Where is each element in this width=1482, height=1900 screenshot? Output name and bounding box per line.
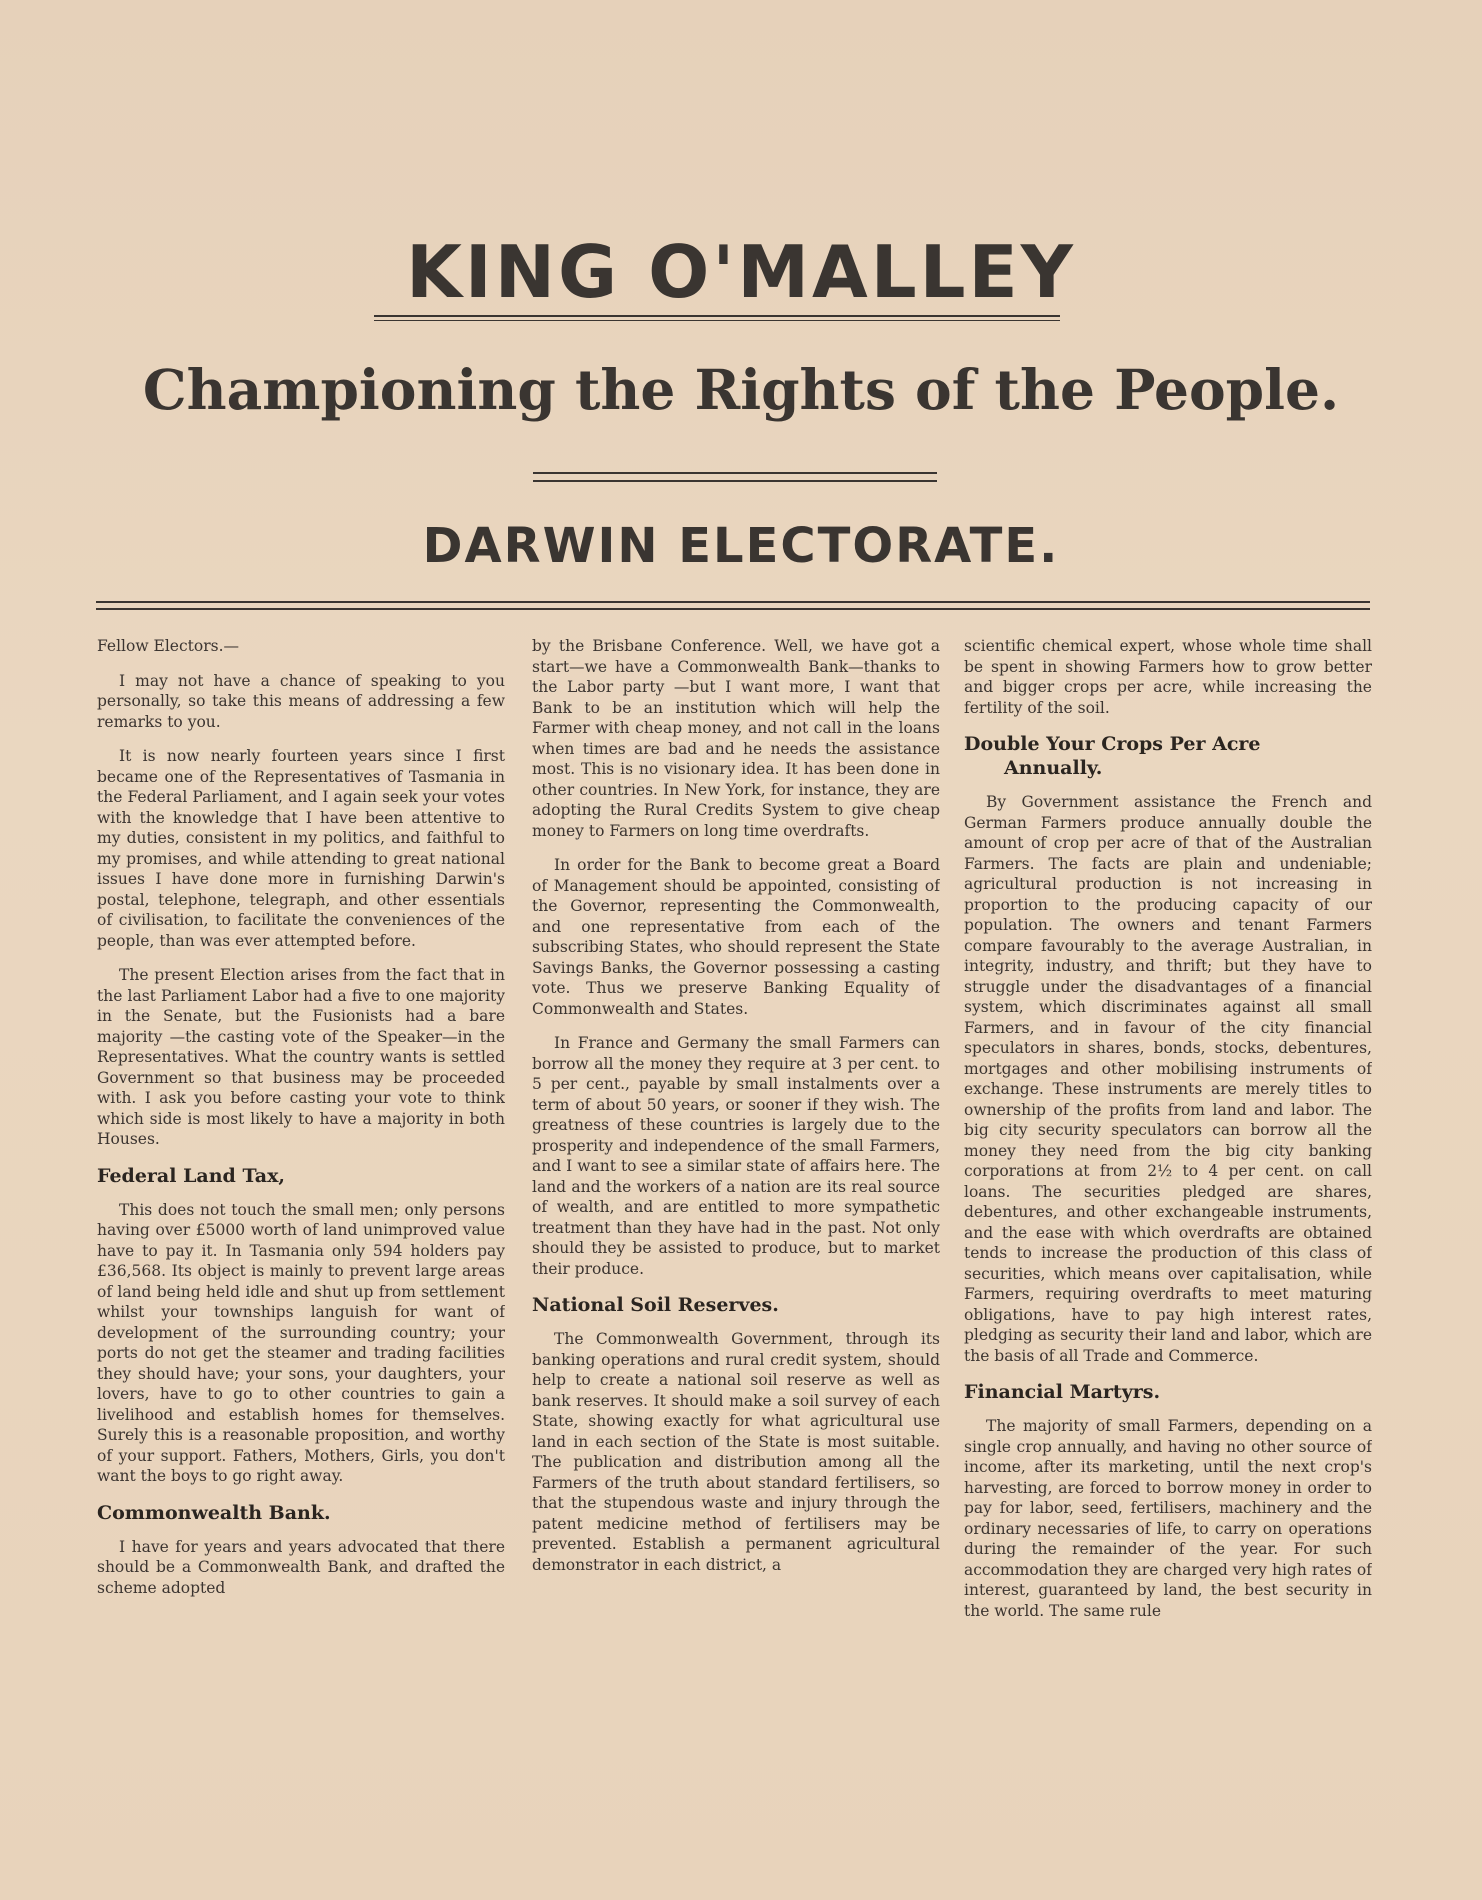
divider-rule-top xyxy=(533,472,937,474)
electorate-heading: DARWIN ELECTORATE. xyxy=(422,518,1060,574)
headline-title: KING O'MALLEY xyxy=(406,230,1076,314)
section-heading-commonwealth-bank: Commonwealth Bank. xyxy=(97,1501,331,1524)
section-heading-soil-reserves: National Soil Reserves. xyxy=(532,1294,779,1316)
column-1 xyxy=(97,636,505,1796)
paragraph: I may not have a chance of speaking to you personally, so take this means of addressing a few remarks to you. xyxy=(97,671,505,731)
paragraph: The present Election arises from the fact that in the last Parliament Labor had a five to one majority in the Senate, but the Fusionists had a bare majority —the casting vote of the Speaker—in the Representatives. What the country wants is settled Government so that business may be proceeded with. I ask you before casting your vote to think which side is most likely to have a majority in both Houses. xyxy=(97,966,505,1148)
paragraph: In order for the Bank to become great a Board of Management should be appointed, consisting of the Governor, representing the Commonwealth, and one representative from each of the subscribing States, who should represent the State Savings Banks, the Governor possessing a casting vote. Thus we preserve Banking Equality of Commonwealth and States. xyxy=(532,856,940,1018)
salutation: Fellow Electors.— xyxy=(97,637,239,655)
paragraph: I have for years and years advocated that there should be a Commonwealth Bank, and drafted the scheme adopted xyxy=(97,1537,505,1597)
section-heading-double-crops xyxy=(964,732,1372,780)
page-rule-bottom xyxy=(96,608,1370,610)
subtitle: Championing the Rights of the People. xyxy=(142,357,1340,422)
paragraph: The majority of small Farmers, depending on a single crop annually, and having no other source of income, after its marketing, until the next crop's harvesting, are forced to borrow money in order to pay for labor, seed, fertilisers, machinery and the ordinary necessaries of life, to carry on operations during the remainder of the year. For such accommodation they are charged very high rates of interest, guaranteed by land, the best security in the world. The same rule xyxy=(964,1417,1372,1620)
headline-underline-thin xyxy=(374,320,1060,321)
column-3 xyxy=(964,636,1372,1796)
paragraph: by the Brisbane Conference. Well, we have got a start—we have a Commonwealth Bank—thanks to the Labor party —but I want more, I want that Bank to be an institution which will help the Farmer with cheap money, and not call in the loans when times are bad and he needs the assistance most. This is no visionary idea. It has been done in other countries. In New York, for instance, they are adopting the Rural Credits System to give cheap money to Farmers on long time overdrafts. xyxy=(532,637,940,840)
section-heading-financial-martyrs: Financial Martyrs. xyxy=(964,1381,1161,1403)
heading-line: Double Your Crops Per Acre xyxy=(964,733,1261,755)
paragraph: It is now nearly fourteen years since I first became one of the Representatives of Tasmania in the Federal Parliament, and I again seek your votes with the knowledge that I have been attentive to my duties, consistent in my politics, and faithful to my promises, and while attending to great national issues I have done more in furnishing Darwin's postal, telephone, telegraph, and other essentials of civilisation, to facilitate the conveniences of the people, than was ever attempted before. xyxy=(97,747,505,950)
divider-rule-bottom xyxy=(533,480,937,482)
headline-underline xyxy=(374,315,1060,317)
column-2 xyxy=(532,636,940,1796)
paragraph: By Government assistance the French and German Farmers produce annually double the amount of crop per acre of that of the Australian Farmers. The facts are plain and undeniable; agricultural production is not increasing in proportion to the producing capacity of our population. The owners and tenant Farmers compare favourably to the average Australian, in integrity, industry, and thrift; but they have to struggle under the disadvantages of a financial system, which discriminates against all small Farmers, and in favour of the city financial speculators in shares, bonds, stocks, debentures, mortgages and other mobilising instruments of exchange. These instruments are merely titles to ownership of the profits from land and labor. The big city security speculators can borrow all the money they need from the big city banking corporations at from 2½ to 4 per cent. on call loans. The securities pledged are shares, debentures, and other exchangeable instruments, and the ease with which overdrafts are obtained tends to increase the production of this class of securities, which means over capitalisation, while Farmers, requiring overdrafts to meet maturing obligations, have to pay high interest rates, pledging as security their land and labor, which are the basis of all Trade and Commerce. xyxy=(964,793,1372,1365)
paragraph: In France and Germany the small Farmers can borrow all the money they require at 3 per cent. to 5 per cent., payable by small instalments over a term of about 50 years, or sooner if they wish. The greatness of these countries is largely due to the prosperity and independence of the small Farmers, and I want to see a similar state of affairs here. The land and the workers of a nation are its real source of wealth, and are entitled to more sympathetic treatment than they have had in the past. Not only should they be assisted to produce, but to market their produce. xyxy=(532,1034,940,1278)
paragraph: scientific chemical expert, whose whole time shall be spent in showing Farmers how to grow better and bigger crops per acre, while increasing the fertility of the soil. xyxy=(964,637,1372,717)
heading-line: Annually. xyxy=(1004,757,1103,779)
paragraph: This does not touch the small men; only persons having over £5000 worth of land unimproved value have to pay it. In Tasmania only 594 holders pay £36,568. Its object is mainly to prevent large areas of land being held idle and shut up from settlement whilst your townships languish for want of development of the surrounding country; your ports do not get the steamer and trading facilities they should have; your sons, your daughters, your lovers, have to go to other countries to gain a livelihood and establish homes for themselves. Surely this is a reasonable proposition, and worthy of your support. Fathers, Mothers, Girls, you don't want the boys to go right away. xyxy=(97,1200,505,1485)
paragraph: The Commonwealth Government, through its banking operations and rural credit system, should help to create a national soil reserve as well as bank reserves. It should make a soil survey of each State, showing exactly for what agricultural use land in each section of the State is most suitable. The publication and distribution among all the Farmers of the truth about standard fertilisers, so that the stupendous waste and injury through the patent medicine method of fertilisers may be prevented. Establish a permanent agricultural demonstrator in each district, a xyxy=(532,1330,940,1574)
page-rule-top xyxy=(96,601,1370,603)
section-heading-land-tax: Federal Land Tax, xyxy=(97,1164,286,1187)
